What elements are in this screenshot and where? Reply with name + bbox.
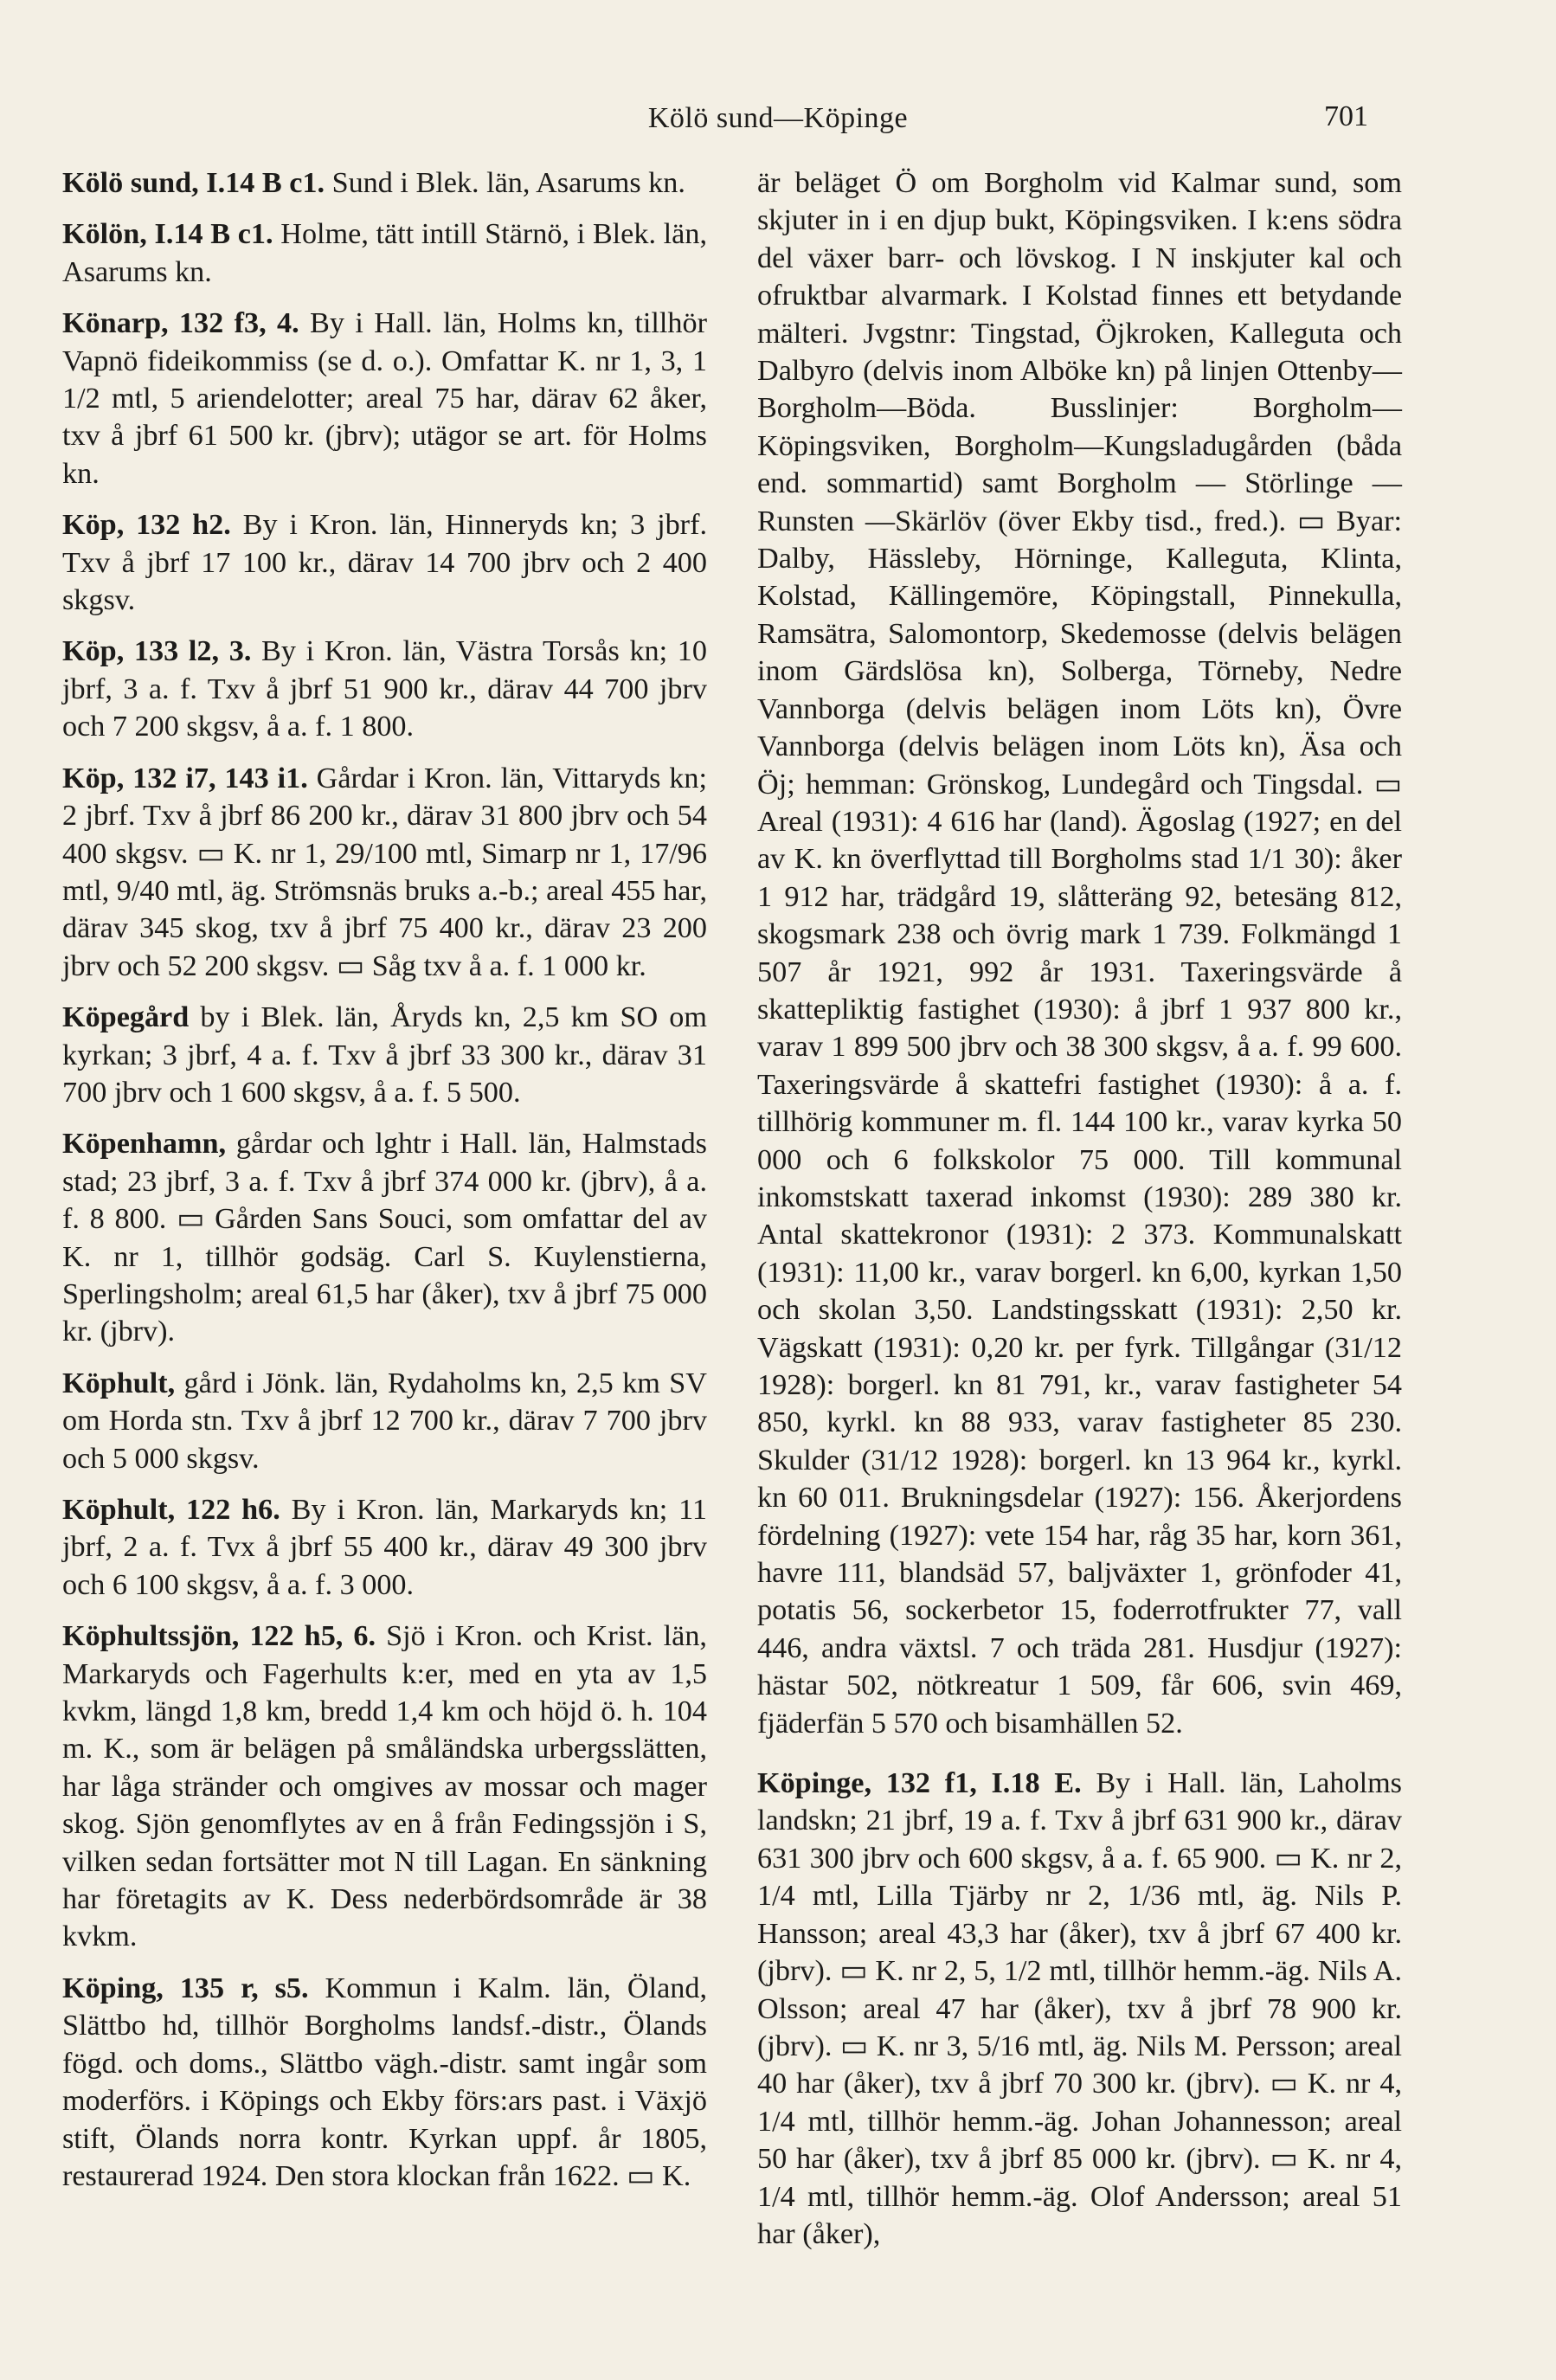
entry-text: By i Hall. län, Laholms landskn; 21 jbrf, 19 a. f. Txv å jbrf 631 900 kr., därav 631 300 jbrv och 600 skgsv, å a. f. 65 900. ▭ K. nr 2, 1/4 mtl, Lilla Tjärby nr 2, 1/36 mtl, äg. Nils P. Hansson; areal 43,3 har (åker), txv å jbrf 67 400 kr. (jbrv). ▭ K. nr 2, 5, 1/2 mtl, tillhör hemm.-äg. Nils A. Olsson; areal 47 har (åker), txv å jbrf 78 900 kr. (jbrv). ▭ K. nr 3, 5/16 mtl, äg. Nils M. Persson; areal 40 har (åker), txv å jbrf 70 300 kr. (jbrv). ▭ K. nr 4, 1/4 mtl, tillhör hemm.-äg. Johan Johannesson; areal 50 har (åker), txv å jbrf 85 000 kr. (jbrv). ▭ K. nr 4, 1/4 mtl, tillhör hemm.-äg. Olof Andersson; areal 51 har (åker), xyxy=(757,1767,1402,2250)
entry xyxy=(62,760,707,985)
entry-continuation: är beläget Ö om Borgholm vid Kalmar sund, som skjuter in i en djup bukt, Köpingsviken. I k:ens södra del växer barr- och lövskog. I N inskjuter kal och ofruktbar alvarmark. I Kolstad finnes ett betydande mälteri. Jvgstnr: Tingstad, Öjkroken, Kalleguta och Dalbyro (delvis inom Alböke kn) på linjen Ottenby—Borgholm—Böda. Busslinjer: Borgholm—Köpingsviken, Borgholm—Kungsladugården (båda end. sommartid) samt Borgholm — Störlinge — Runsten —Skärlöv (över Ekby tisd., fred.). ▭ Byar: Dalby, Hässleby, Hörninge, Kalleguta, Klinta, Kolstad, Källingemöre, Köpingstall, Pinnekulla, Ramsätra, Salomontorp, Skedemosse (delvis belägen inom Gärdslösa kn), Solberga, Törneby, Nedre Vannborga (delvis belägen inom Löts kn), Övre Vannborga (delvis belägen inom Löts kn), Äsa och Öj; hemman: Grönskog, Lundegård och Tingsdal. ▭ Areal (1931): 4 616 har (land). Ägoslag (1927; en del av K. kn överflyttad till Borgholms stad 1/1 30): åker 1 912 har, trädgård 19, slåtteräng 92, betesäng 812, skogsmark 238 och övrig mark 1 739. Folkmängd 1 507 år 1921, 992 år 1931. Taxeringsvärde å skattepliktig fastighet (1930): å jbrf 1 937 800 kr., varav 1 899 500 jbrv och 38 300 skgsv, å a. f. 99 600. Taxeringsvärde å skattefri fastighet (1930): å a. f. tillhörig kommuner m. fl. 144 100 kr., varav kyrka 50 000 och 6 folkskolor 75 000. Till kommunal inkomstskatt taxerad inkomst (1930): 289 380 kr. Antal skattekronor (1931): 2 373. Kommunalskatt (1931): 11,00 kr., varav borgerl. kn 6,00, kyrkan 1,50 och skolan 3,50. Landstingsskatt (1931): 2,50 kr. Vägskatt (1931): 0,20 kr. per fyrk. Tillgångar (31/12 1928): borgerl. kn 81 791, kr., varav fastigheter 54 850, kyrkl. kn 88 933, varav fastigheter 85 230. Skulder (31/12 1928): borgerl. kn 13 964 kr., kyrkl. kn 60 011. Brukningsdelar (1927): 156. Åkerjordens fördelning (1927): vete 154 har, råg 35 har, korn 361, havre 111, blandsäd 57, baljväxter 1, grönfoder 41, potatis 56, sockerbetor 15, foderrotfrukter 77, vall 446, andra växtsl. 7 och träda 281. Husdjur (1927): hästar 502, nötkreatur 1 509, får 606, svin 469, fjäderfän 5 570 och bisamhällen 52. xyxy=(757,167,1402,1740)
entry-headword: Köp, 132 i7, 143 i1. xyxy=(62,762,308,794)
entry xyxy=(62,633,707,745)
entry xyxy=(62,1491,707,1604)
entry-headword: Köp, 133 l2, 3. xyxy=(62,635,252,668)
entry-text: Kommun i Kalm. län, Öland, Slättbo hd, tillhör Borgholms landsf.-distr., Ölands fögd. och doms., Slättbo vägh.-distr. samt ingår som moderförs. i Köpings och Ekby förs:ars past. i Växjö stift, Ölands norra kontr. Kyrkan uppf. år 1805, restaurerad 1924. Den stora klockan från 1622. ▭ K. xyxy=(62,1972,707,2192)
entry-text: Sund i Blek. län, Asarums kn. xyxy=(325,167,685,199)
entry-text: Gårdar i Kron. län, Vittaryds kn; 2 jbrf. Txv å jbrf 86 200 kr., därav 31 800 jbrv och 54 400 skgsv. ▭ K. nr 1, 29/100 mtl, Simarp nr 1, 17/96 mtl, 9/40 mtl, äg. Strömsnäs bruks a.-b.; areal 455 har, därav 345 skog, txv å jbrf 75 400 kr., därav 23 200 jbrv och 52 200 skgsv. ▭ Såg txv å a. f. 1 000 kr. xyxy=(62,762,707,982)
entry xyxy=(757,1765,1402,2253)
entry xyxy=(62,215,707,291)
entry-text: gårdar och lghtr i Hall. län, Halmstads stad; 23 jbrf, 3 a. f. Txv å jbrf 374 000 kr. (jbrv), å a. f. 8 800. ▭ Gården Sans Souci, som omfattar del av K. nr 1, tillhör godsäg. Carl S. Kuylenstierna, Sperlingsholm; areal 61,5 har (åker), txv å jbrf 75 000 kr. (jbrv). xyxy=(62,1128,707,1348)
entry xyxy=(62,1365,707,1477)
entry-text: by i Blek. län, Åryds kn, 2,5 km SO om kyrkan; 3 jbrf, 4 a. f. Txv å jbrf 33 300 kr., därav 31 700 jbrv och 1 600 skgsv, å a. f. 5 500. xyxy=(62,1001,707,1109)
entry-headword: Köping, 135 r, s5. xyxy=(62,1972,309,2004)
entry-headword: Köpegård xyxy=(62,1001,190,1034)
entry-headword: Köphultssjön, 122 h5, 6. xyxy=(62,1620,376,1653)
page-number: 701 xyxy=(1324,100,1368,132)
entry-headword: Kölön, I.14 B c1. xyxy=(62,218,273,251)
entry-headword: Köp, 132 h2. xyxy=(62,509,231,542)
entry-text: By i Kron. län, Markaryds kn; 11 jbrf, 2 a. f. Tvx å jbrf 55 400 kr., därav 49 300 jbrv och 6 100 skgsv, å a. f. 3 000. xyxy=(62,1494,707,1601)
entry-headword: Könarp, 132 f3, 4. xyxy=(62,307,299,340)
entry-headword: Köpenhamn, xyxy=(62,1128,227,1161)
entry-headword: Köphult, 122 h6. xyxy=(62,1494,280,1526)
entry-text: By i Kron. län, Västra Torsås kn; 10 jbrf, 3 a. f. Txv å jbrf 51 900 kr., därav 44 700 jbrv och 7 200 skgsv, å a. f. 1 800. xyxy=(62,635,707,743)
entry-text: Holme, tätt intill Stärnö, i Blek. län, Asarums kn. xyxy=(62,218,707,288)
entry-headword: Köphult, xyxy=(62,1367,176,1399)
entry-headword: Kölö sund, I.14 B c1. xyxy=(62,167,325,199)
entry-text: By i Hall. län, Holms kn, tillhör Vapnö fideikommiss (se d. o.). Omfattar K. nr 1, 3, 1 1/2 mtl, 5 ariendelotter; areal 75 har, därav 62 åker, txv å jbrf 61 500 kr. (jbrv); utägor se art. för Holms kn. xyxy=(62,307,707,490)
running-header: Kölö sund—Köpinge xyxy=(647,102,909,134)
entry xyxy=(62,506,707,619)
entry-text: Sjö i Kron. och Krist. län, Markaryds och Fagerhults k:er, med en yta av 1,5 kvkm, längd 1,8 km, bredd 1,4 km och höjd ö. h. 104 m. K., som är belägen på småländska urbergsslätten, har låga stränder och omgives av mossar och mager skog. Sjön genomflytes av en å från Fedingssjön i S, vilken sedan fortsätter mot N till Lagan. En sänkning har företagits av K. Dess nederbördsområde är 38 kvkm. xyxy=(62,1620,707,1953)
entry xyxy=(62,1125,707,1350)
entry-headword: Köpinge, 132 f1, I.18 E. xyxy=(757,1767,1082,1800)
entry xyxy=(62,305,707,492)
entry-text: By i Kron. län, Hinneryds kn; 3 jbrf. Txv å jbrf 17 100 kr., därav 14 700 jbrv och 2 400 skgsv. xyxy=(62,509,707,617)
right-column xyxy=(757,164,1402,2267)
entry xyxy=(62,1618,707,1956)
left-column xyxy=(62,164,707,2209)
entry xyxy=(62,999,707,1111)
entry-text: gård i Jönk. län, Rydaholms kn, 2,5 km SV om Horda stn. Txv å jbrf 12 700 kr., därav 7 700 jbrv och 5 000 skgsv. xyxy=(62,1367,707,1475)
entry xyxy=(62,1970,707,2195)
entry xyxy=(62,164,707,202)
